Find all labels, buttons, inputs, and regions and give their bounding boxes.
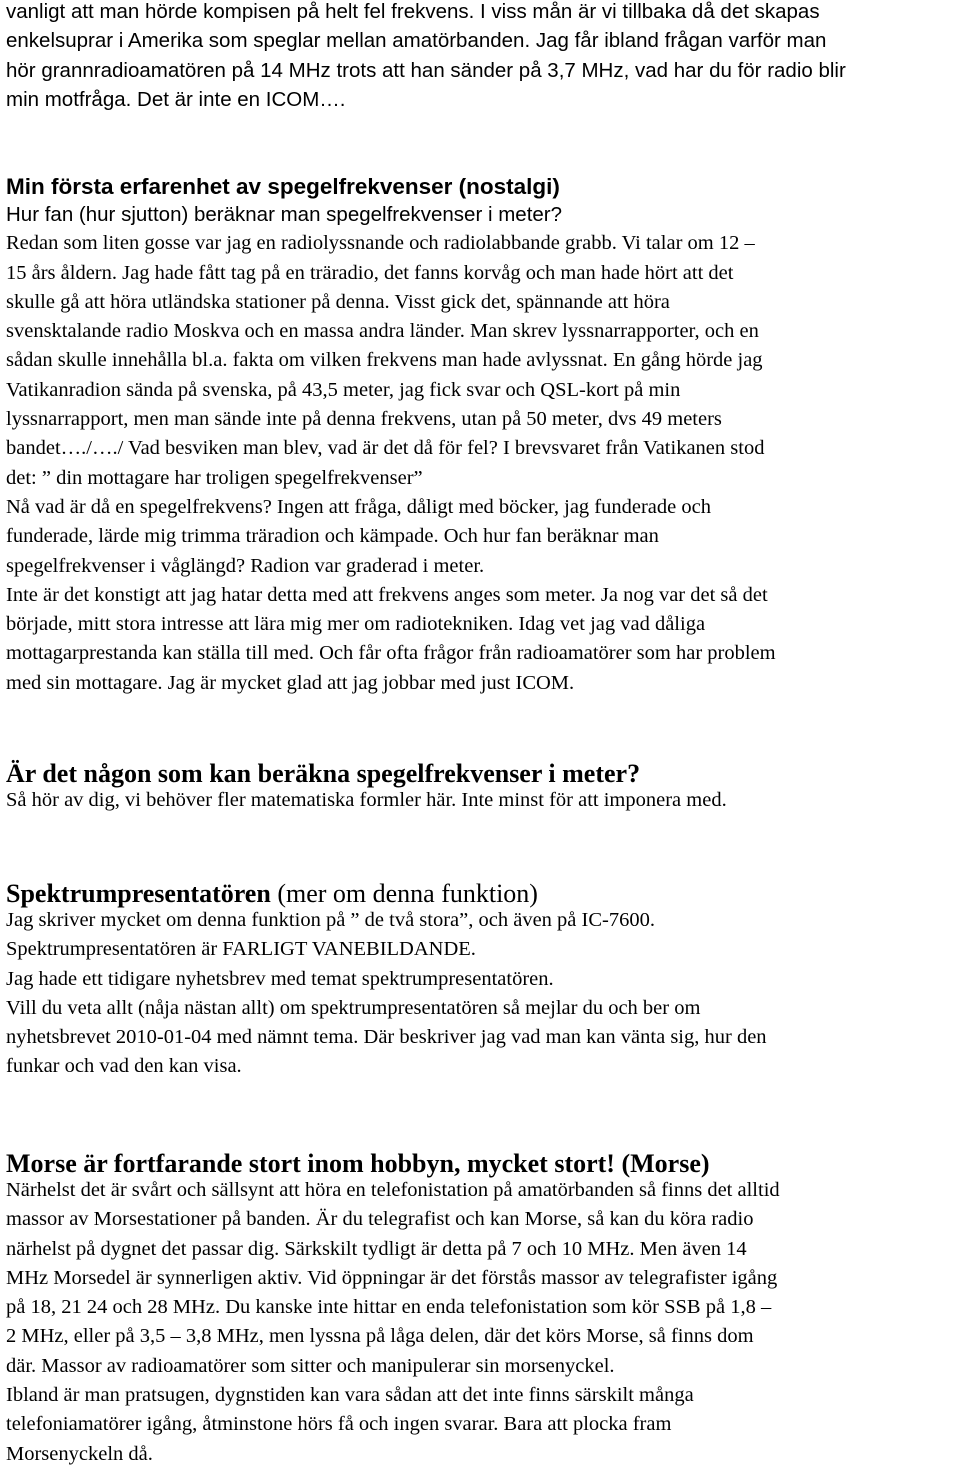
body-line: Redan som liten gosse var jag en radiolyssnande och radiolabbande grabb. Vi talar om 12 – (6, 232, 755, 255)
intro-line: vanligt att man hörde kompisen på helt fel frekvens. I viss mån är vi tillbaka då det skapas (6, 0, 820, 23)
intro-paragraph (6, 0, 958, 114)
body-line: närhelst på dygnet det passar dig. Särkskilt tydligt är detta på 7 och 10 MHz. Men även 14 (6, 1237, 747, 1260)
section-spektrum (6, 878, 958, 1082)
section-heading: Morse är fortfarande stort inom hobbyn, mycket stort! (Morse) (6, 1149, 710, 1178)
body-line: Inte är det konstigt att jag hatar detta med att frekvens anges som meter. Ja nog var det så det (6, 583, 768, 606)
body-line: Vatikanradion sända på svenska, på 43,5 meter, jag fick svar och QSL-kort på min (6, 378, 681, 401)
body-line: Jag hade ett tidigare nyhetsbrev med temat spektrumpresentatören. (6, 967, 554, 990)
body-line: på 18, 21 24 och 28 MHz. Du kanske inte hittar en enda telefonistation som kör SSB på 1,8 – (6, 1296, 772, 1319)
body-line: funkar och vad den kan visa. (6, 1055, 242, 1078)
body-line: började, mitt stora intresse att lära mig mer om radiotekniken. Idag vet jag vad dåliga (6, 613, 706, 636)
body-line: Ibland är man pratsugen, dygnstiden kan vara sådan att det inte finns särskilt många (6, 1384, 694, 1407)
body-line: Närhelst det är svårt och sällsynt att höra en telefonistation på amatörbanden så finns det alltid (6, 1179, 780, 1201)
intro-line: min motfråga. Det är inte en ICOM…. (6, 87, 346, 111)
intro-line: enkelsuprar i Amerika som speglar mellan amatörbanden. Jag får ibland frågan varför man (6, 29, 827, 53)
section-subheading: Hur fan (hur sjutton) beräknar man spegelfrekvenser i meter? (6, 203, 563, 226)
section-heading: Är det någon som kan beräkna spegelfrekvenser i meter? (6, 759, 641, 788)
body-line: lyssnarrapport, men man sände inte på denna frekvens, utan på 50 meter, dvs 49 meters (6, 408, 722, 431)
heading-bold-part: Spektrumpresentatören (6, 879, 271, 908)
body-line: Nå vad är då en spegelfrekvens? Ingen att fråga, dåligt med böcker, jag funderade och (6, 495, 711, 518)
body-line: 2 MHz, eller på 3,5 – 3,8 MHz, men lyssna på låga delen, där det körs Morse, så finns dom (6, 1325, 754, 1348)
section-nostalgi (6, 172, 958, 698)
section-heading: Min första erfarenhet av spegelfrekvenser (nostalgi) (6, 174, 560, 199)
body-line: med sin mottagare. Jag är mycket glad att jag jobbar med just ICOM. (6, 671, 575, 694)
body-line: Spektrumpresentatören är FARLIGT VANEBILDANDE. (6, 938, 476, 961)
body-line: Så hör av dig, vi behöver fler matematiska formler här. Inte minst för att imponera med. (6, 789, 727, 811)
body-line: bandet…./…./ Vad besviken man blev, vad är det då för fel? I brevsvaret från Vatikanen stod (6, 437, 765, 460)
body-line: mottagarprestanda kan ställa till med. Och får ofta frågor från radioamatörer som har problem (6, 642, 776, 665)
section-formler (6, 758, 958, 815)
body-line: Vill du veta allt (nåja nästan allt) om spektrumpresentatören så mejlar du och ber om (6, 996, 701, 1019)
section-body (6, 229, 958, 698)
body-line: nyhetsbrevet 2010-01-04 med nämnt tema. Där beskriver jag vad man kan vänta sig, hur den (6, 1026, 767, 1049)
body-line: det: ” din mottagare har troligen spegelfrekvenser” (6, 466, 423, 489)
body-line: telefoniamatörer igång, åtminstone hörs få och ingen svarar. Bara att plocka fram (6, 1413, 672, 1436)
heading-normal-part: (mer om denna funktion) (270, 879, 538, 908)
body-line: funderade, lärde mig trimma träradion och kämpade. Och hur fan beräknar man (6, 525, 659, 548)
body-line: spegelfrekvenser i våglängd? Radion var graderad i meter. (6, 554, 485, 577)
body-line: skulle gå att höra utländska stationer på denna. Visst gick det, spännande att höra (6, 290, 670, 313)
body-line: Morsenyckeln då. (6, 1442, 153, 1465)
body-line: Jag skriver mycket om denna funktion på ” de två stora”, och även på IC-7600. (6, 909, 655, 931)
body-line: där. Massor av radioamatörer som sitter och manipulerar sin morsenyckel. (6, 1354, 615, 1377)
section-morse (6, 1148, 958, 1469)
body-line: sådan skulle innehålla bl.a. fakta om vilken frekvens man hade avlyssnat. En gång hörde jag (6, 349, 763, 372)
body-line: MHz Morsedel är synnerligen aktiv. Vid öppningar är det förstås massor av telegrafister igång (6, 1266, 778, 1289)
body-line: massor av Morsestationer på banden. Är du telegrafist och kan Morse, så kan du köra radio (6, 1208, 754, 1231)
body-line: svensktalande radio Moskva och en massa andra länder. Man skrev lyssnarrapporter, och en (6, 320, 759, 343)
intro-line: hör grannradioamatören på 14 MHz trots att han sänder på 3,7 MHz, vad har du för radio blir (6, 58, 846, 82)
body-line: 15 års åldern. Jag hade fått tag på en träradio, det fanns korvåg och man hade hört att det (6, 261, 734, 284)
